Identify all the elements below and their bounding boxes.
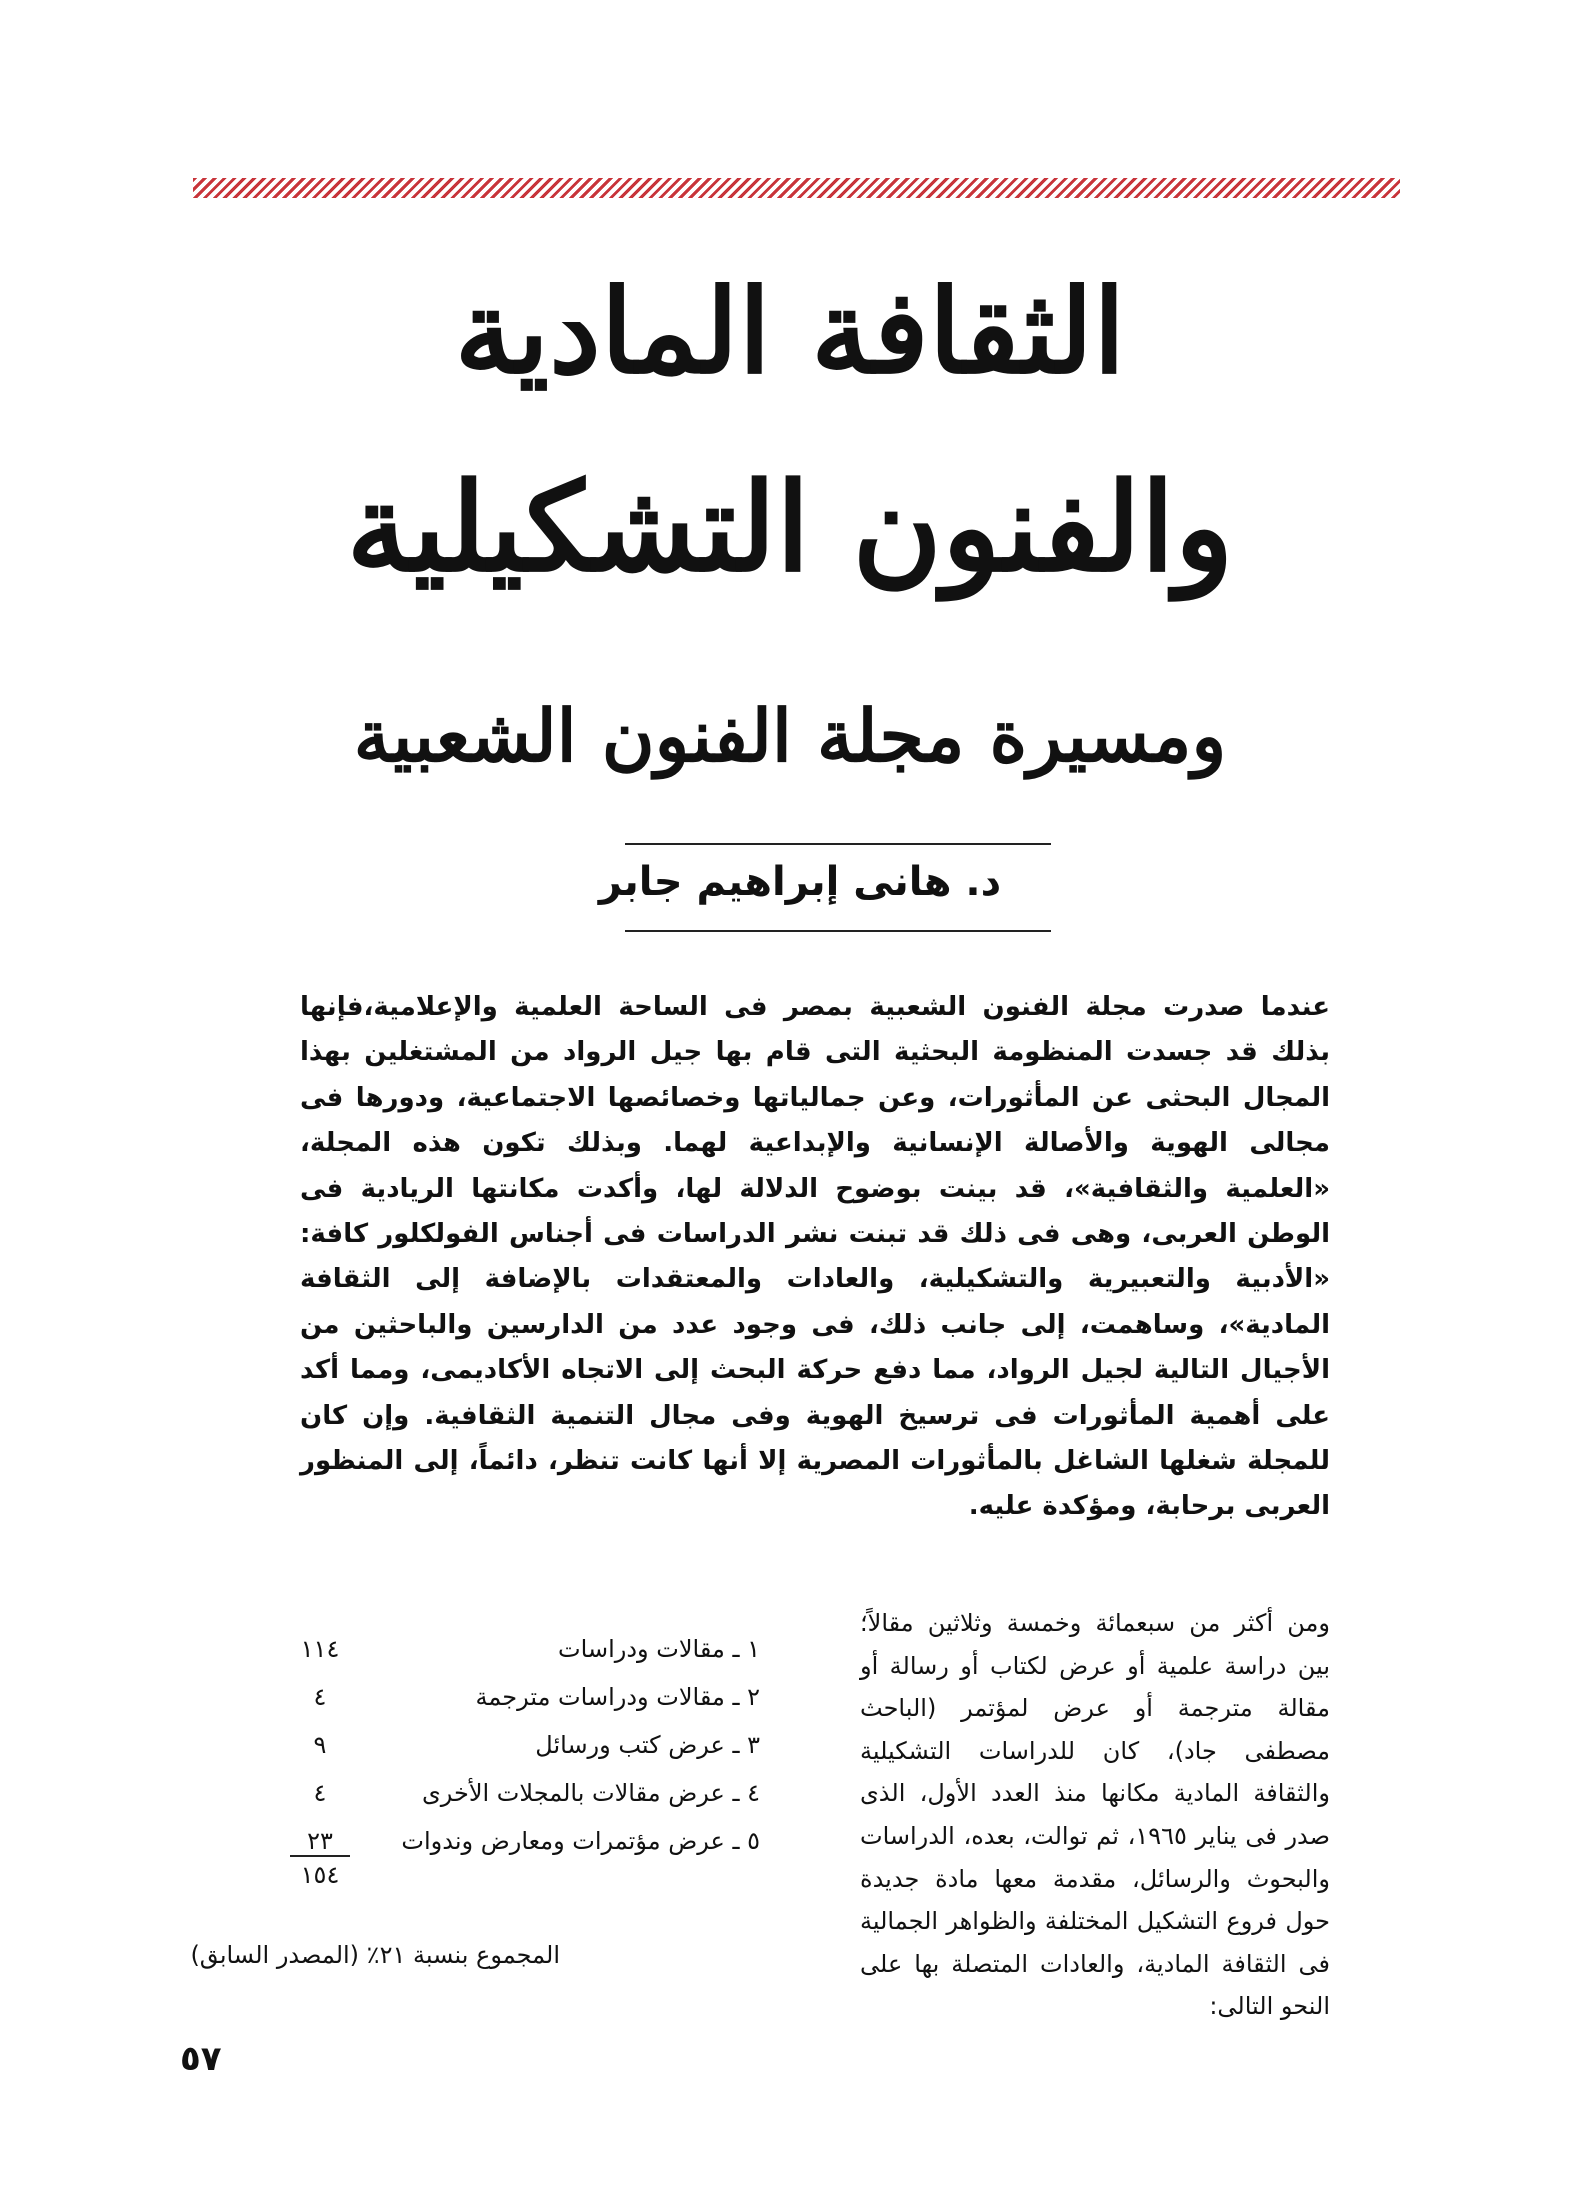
page-number: ٥٧ — [180, 2039, 222, 2079]
table-row-label: ١ ـ مقالات ودراسات — [558, 1635, 760, 1663]
table-row — [290, 1625, 760, 1673]
table-row-value: ٤ — [313, 1779, 327, 1807]
author-name: د. هانى إبراهيم جابر — [598, 859, 1002, 905]
title-line-1: الثقافة المادية — [454, 264, 1126, 400]
table-row-label: ٥ ـ عرض مؤتمرات ومعارض وندوات — [401, 1827, 760, 1855]
articles-table — [290, 1625, 760, 1865]
table-row-value: ٢٣ — [307, 1827, 333, 1855]
right-column-paragraph: ومن أكثر من سبعمائة وخمسة وثلاثين مقالاً؛ بين دراسة علمية أو عرض لكتاب أو رسالة أو مقالة مترجمة أو عرض لمؤتمر (الباحث مصطفى جاد)، كان للدراسات التشكيلية والثقافة المادية مكانها منذ العدد الأول، الذى صدر فى يناير ١٩٦٥، ثم توالت، بعده، الدراسات والبحوث والرسائل، مقدمة معها مادة جديدة حول فروع التشكيل المختلفة والظواهر الجمالية فى الثقافة المادية، والعادات المتصلة بها على النحو التالى: — [860, 1609, 1331, 2021]
table-total: ١٥٤ — [300, 1861, 340, 1889]
table-row-value: ١١٤ — [300, 1635, 340, 1663]
table-row-label: ٤ ـ عرض مقالات بالمجلات الأخرى — [421, 1779, 760, 1807]
subtitle: ومسيرة مجلة الفنون الشعبية — [353, 693, 1227, 778]
table-row-value: ٩ — [313, 1731, 327, 1759]
title-line-2: والفنون التشكيلية — [346, 455, 1234, 599]
summary-note: المجموع بنسبة ٢١٪ (المصدر السابق) — [190, 1941, 560, 1969]
author-rule-top — [625, 843, 1051, 845]
decorative-hatched-bar — [193, 178, 1400, 198]
table-row-label: ٢ ـ مقالات ودراسات مترجمة — [475, 1683, 760, 1711]
table-row — [290, 1769, 760, 1817]
table-row-label: ٣ ـ عرض كتب ورسائل — [535, 1731, 760, 1759]
table-row — [290, 1673, 760, 1721]
author-rule-bottom — [625, 930, 1051, 932]
intro-paragraph: عندما صدرت مجلة الفنون الشعبية بمصر فى الساحة العلمية والإعلامية،فإنها بذلك قد جسدت المنظومة البحثية التى قام بها جيل الرواد من المشتغلين بهذا المجال البحثى عن المأثورات، وعن جمالياتها وخصائصها الاجتماعية، ودورها فى مجالى الهوية والأصالة الإنسانية والإبداعية لهما. وبذلك تكون هذه المجلة، «العلمية والثقافية»، قد بينت بوضوح الدلالة لها، وأكدت مكانتها الريادية فى الوطن العربى، وهى فى ذلك قد تبنت نشر الدراسات فى أجناس الفولكلور كافة: «الأدبية والتعبيرية والتشكيلية، والعادات والمعتقدات بالإضافة إلى الثقافة المادية»، وساهمت، إلى جانب ذلك، فى وجود عدد من الدارسين والباحثين من الأجيال التالية لجيل الرواد، مما دفع حركة البحث إلى الاتجاه الأكاديمى، ومما أكد على أهمية المأثورات فى ترسيخ الهوية وفى مجال التنمية الثقافية. وإن كان للمجلة شغلها الشاغل بالمأثورات المصرية إلا أنها كانت تنظر، دائماً، إلى المنظور العربى برحابة، ومؤكدة عليه. — [300, 992, 1330, 1522]
table-row — [290, 1817, 760, 1865]
table-row-value: ٤ — [313, 1683, 327, 1711]
table-row — [290, 1721, 760, 1769]
